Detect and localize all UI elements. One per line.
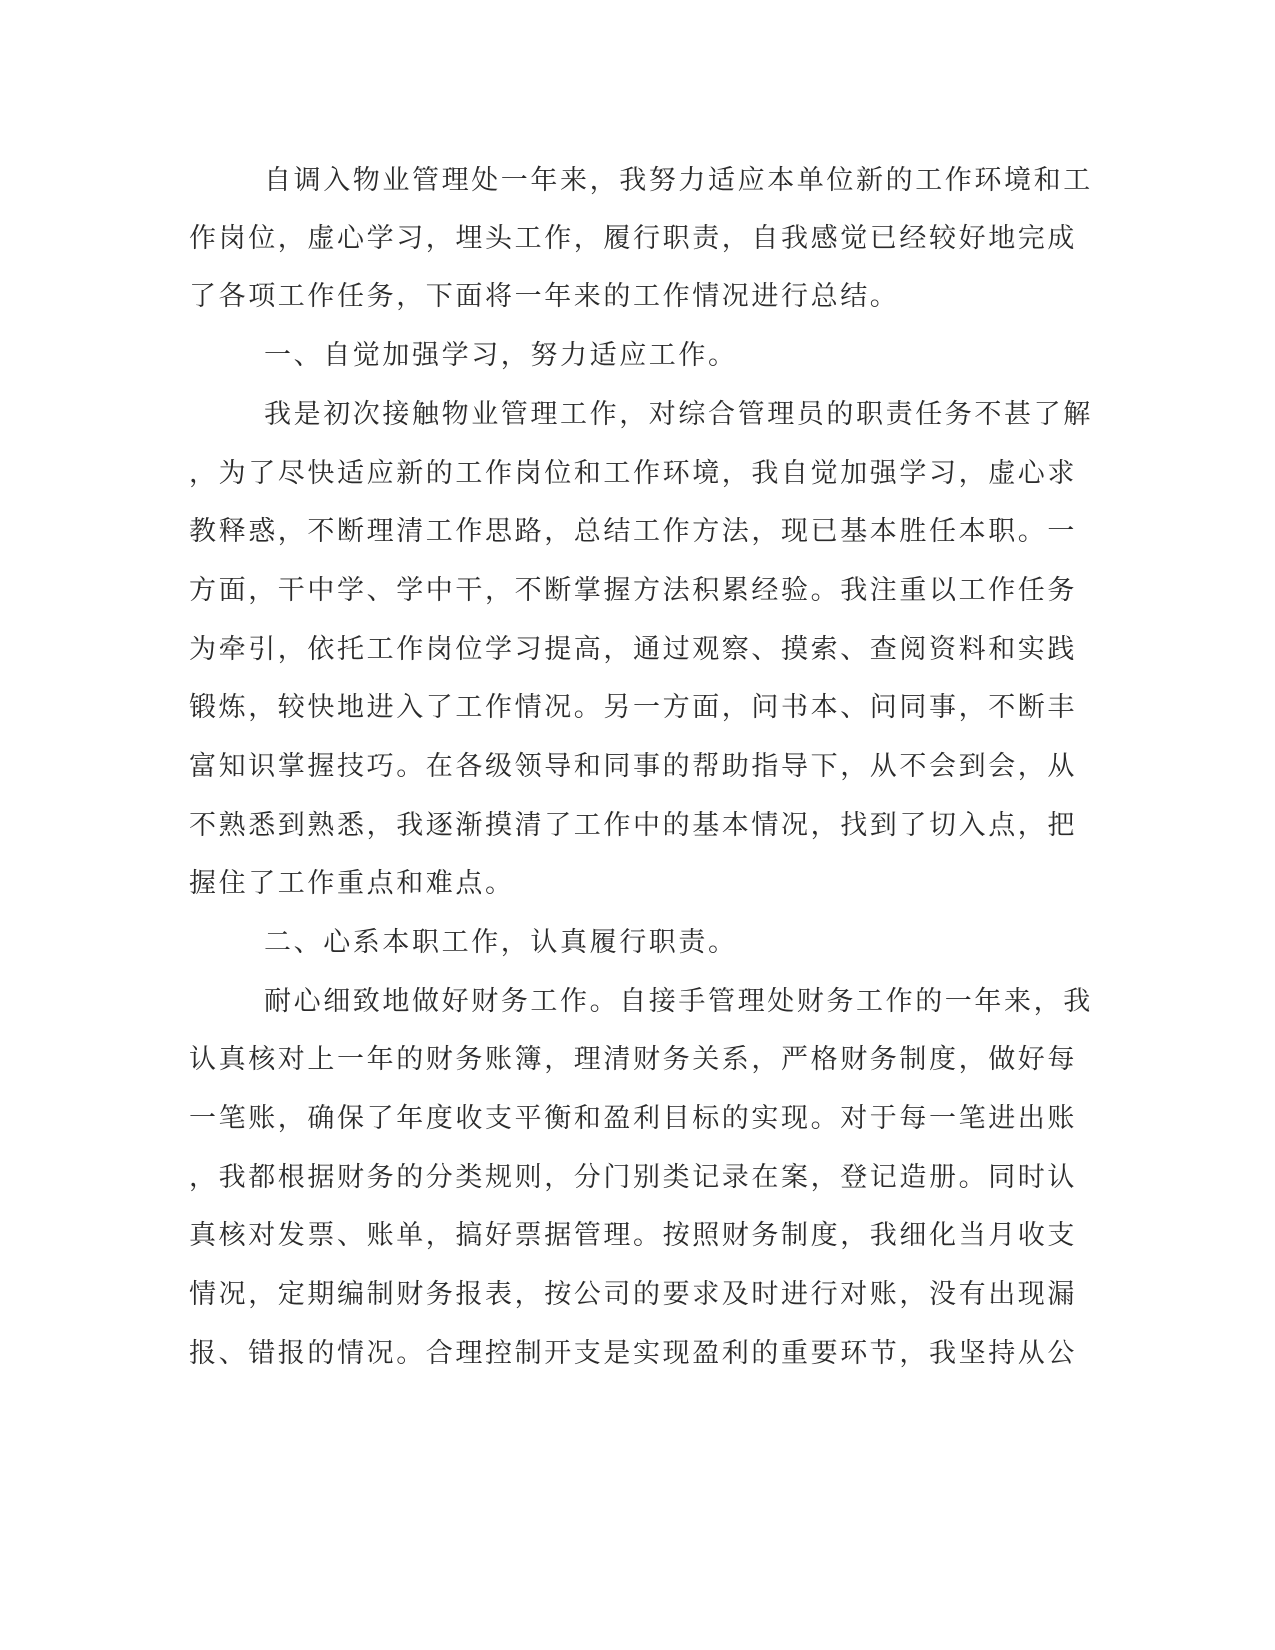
paragraph-1-line-3: 了各项工作任务，下面将一年来的工作情况进行总结。 [189, 281, 900, 312]
paragraph-1-line-1: 自调入物业管理处一年来，我努力适应本单位新的工作环境和工 [264, 165, 1093, 196]
paragraph-2-line-2: ，为了尽快适应新的工作岗位和工作环境，我自觉加强学习，虚心求 [189, 458, 1077, 489]
paragraph-2-line-1: 我是初次接触物业管理工作，对综合管理员的职责任务不甚了解 [264, 399, 1093, 430]
paragraph-1-line-2: 作岗位，虚心学习，埋头工作，履行职责，自我感觉已经较好地完成 [189, 223, 1077, 254]
paragraph-3-line-1: 耐心细致地做好财务工作。自接手管理处财务工作的一年来，我 [264, 986, 1093, 1017]
paragraph-3-line-5: 真核对发票、账单，搞好票据管理。按照财务制度，我细化当月收支 [189, 1220, 1077, 1251]
paragraph-3-line-6: 情况，定期编制财务报表，按公司的要求及时进行对账，没有出现漏 [189, 1279, 1077, 1310]
paragraph-3-line-2: 认真核对上一年的财务账簿，理清财务关系，严格财务制度，做好每 [189, 1044, 1077, 1075]
section-heading-2: 二、心系本职工作，认真履行职责。 [264, 927, 738, 958]
paragraph-3-line-4: ，我都根据财务的分类规则，分门别类记录在案，登记造册。同时认 [189, 1162, 1077, 1193]
paragraph-2-line-4: 方面，干中学、学中干，不断掌握方法积累经验。我注重以工作任务 [189, 575, 1077, 606]
paragraph-3-line-7: 报、错报的情况。合理控制开支是实现盈利的重要环节，我坚持从公 [189, 1338, 1077, 1369]
paragraph-3-line-3: 一笔账，确保了年度收支平衡和盈利目标的实现。对于每一笔进出账 [189, 1103, 1077, 1134]
paragraph-2-line-8: 不熟悉到熟悉，我逐渐摸清了工作中的基本情况，找到了切入点，把 [189, 810, 1077, 841]
paragraph-2-line-5: 为牵引，依托工作岗位学习提高，通过观察、摸索、查阅资料和实践 [189, 634, 1077, 665]
paragraph-2-line-3: 教释惑，不断理清工作思路，总结工作方法，现已基本胜任本职。一 [189, 516, 1077, 547]
paragraph-2-line-7: 富知识掌握技巧。在各级领导和同事的帮助指导下，从不会到会，从 [189, 751, 1077, 782]
paragraph-2-line-6: 锻炼，较快地进入了工作情况。另一方面，问书本、问同事，不断丰 [189, 692, 1077, 723]
section-heading-1: 一、自觉加强学习，努力适应工作。 [264, 340, 738, 371]
paragraph-2-line-9: 握住了工作重点和难点。 [189, 868, 515, 899]
